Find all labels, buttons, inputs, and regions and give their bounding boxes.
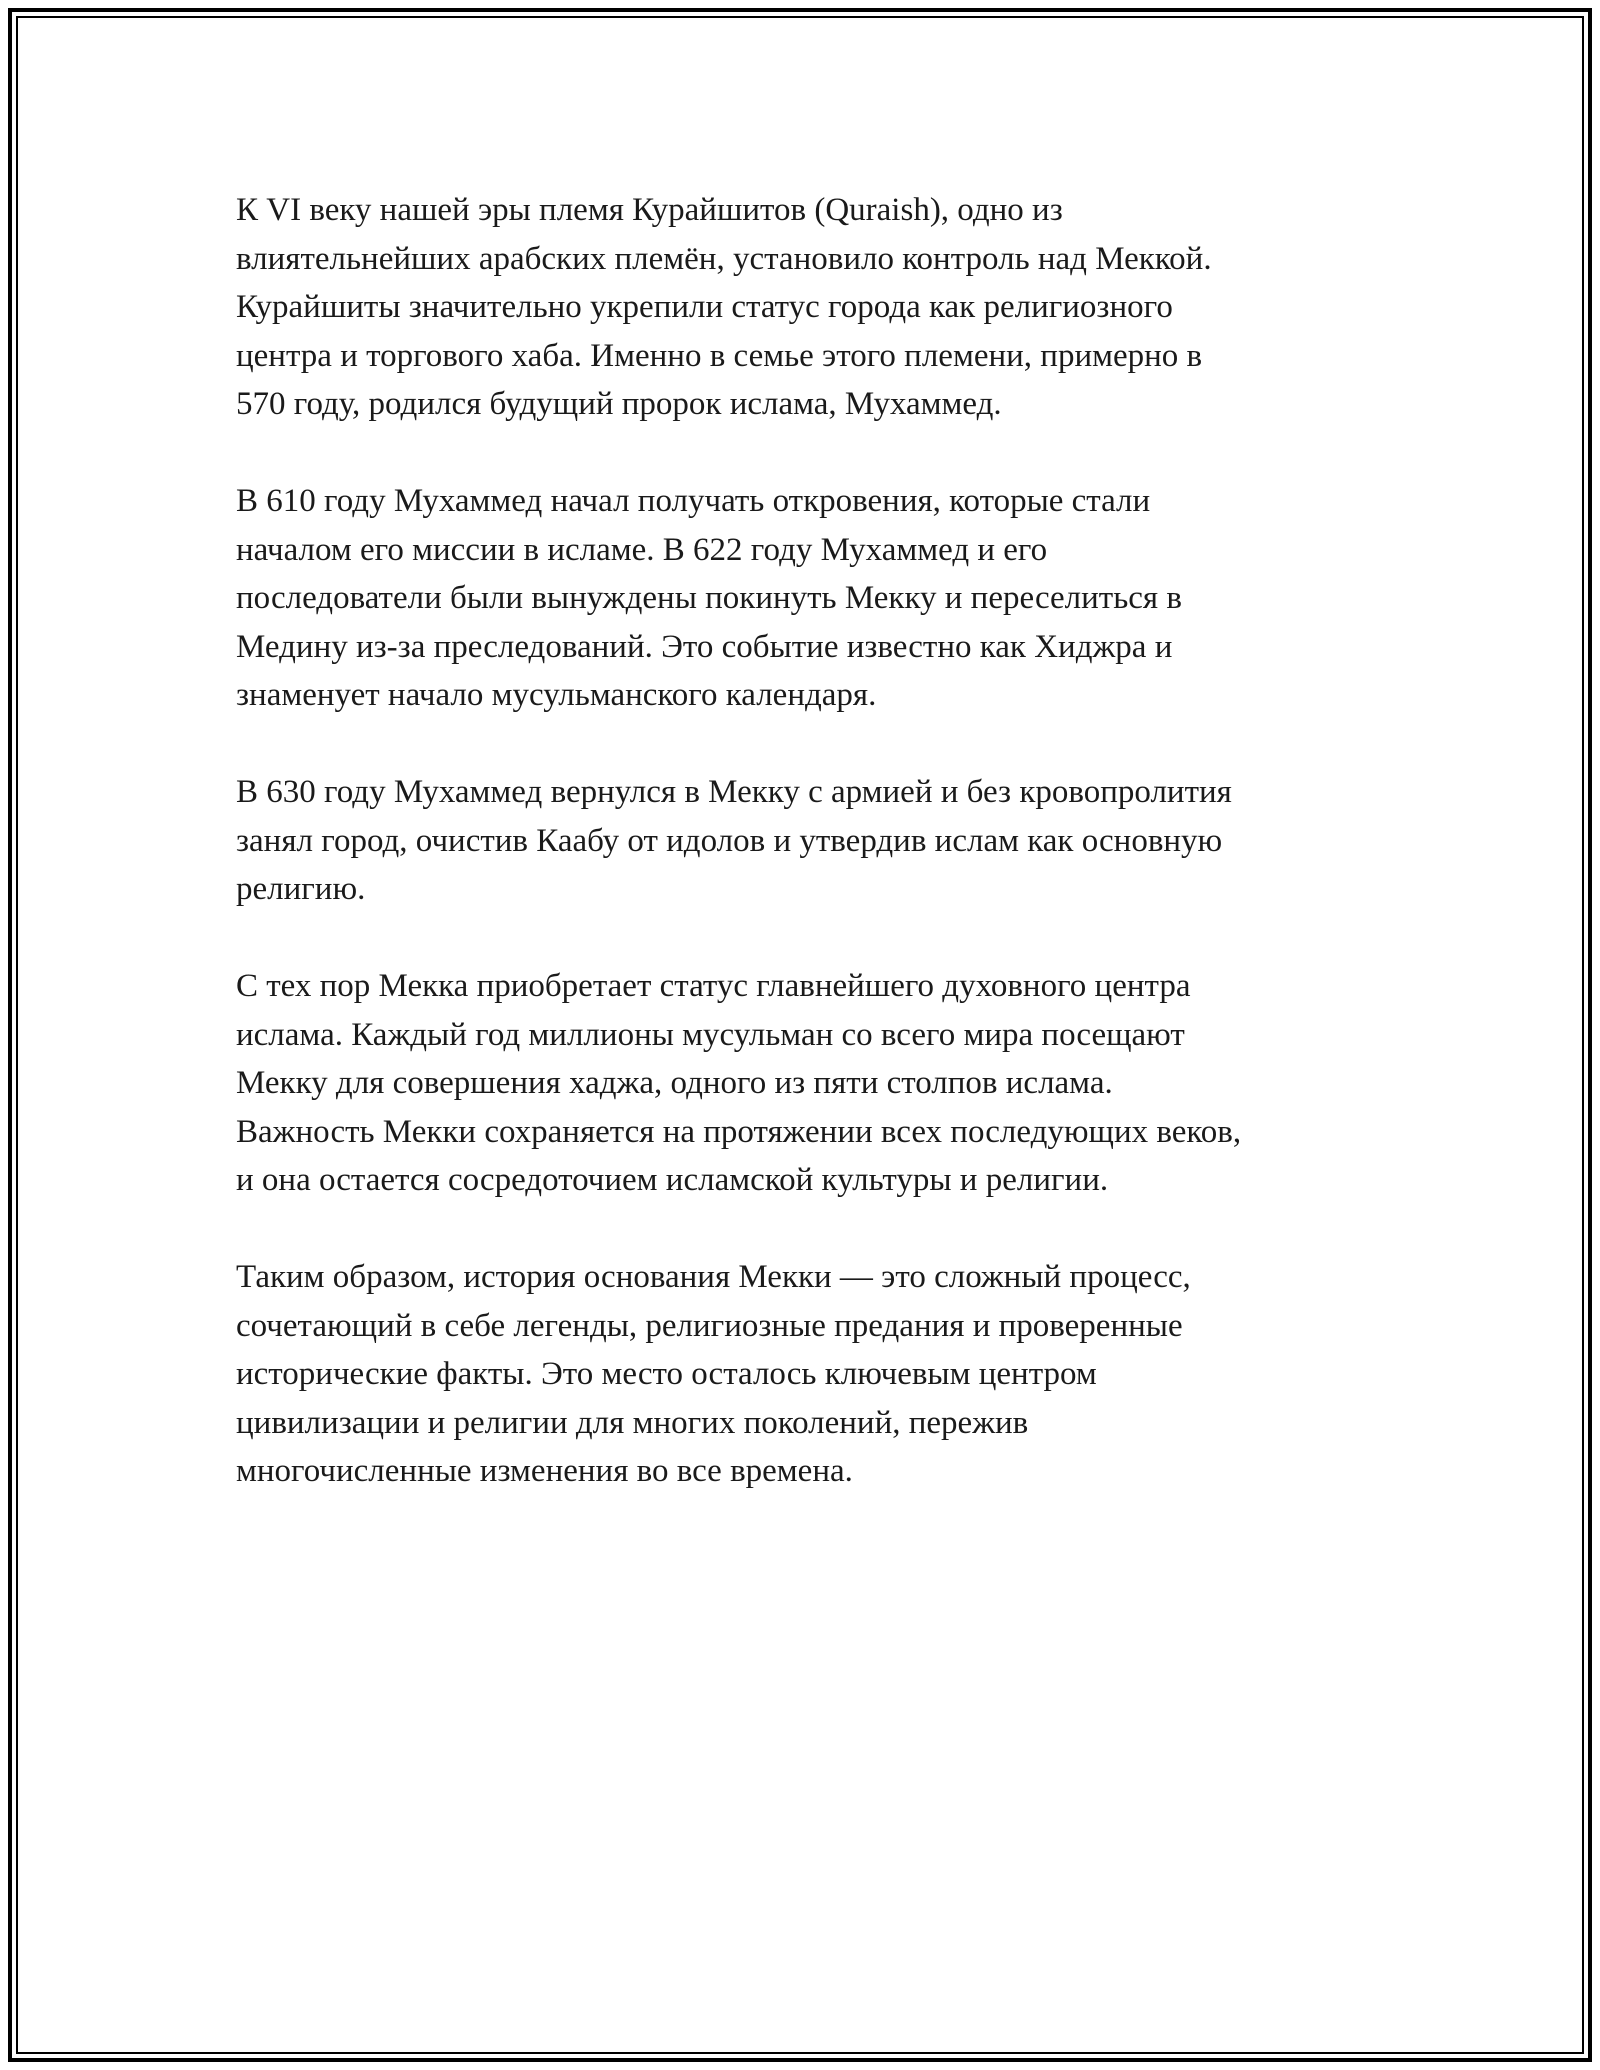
paragraph-conquest: В 630 году Мухаммед вернулся в Мекку с армией и без кровопролития занял город, очистив Каабу от идолов и утвердив ислам как основную религию. [236, 774, 1232, 907]
paragraph-hijra: В 610 году Мухаммед начал получать откровения, которые стали началом его миссии в исламе. В 622 году Мухаммед и его последователи были вынуждены покинуть Мекку и переселиться в Медину из-за преследований. Это событие известно как Хиджра и знаменует начало мусульманского календаря. [236, 483, 1182, 713]
paragraph-quraish: К VI веку нашей эры племя Курайшитов (Quraish), одно из влиятельнейших арабских племён, установило контроль над Меккой. Курайшиты значительно укрепили статус города как религиозного центра и торгового хаба. Именно в семье этого племени, примерно в 570 году, родился будущий пророк ислама, Мухаммед. [236, 192, 1212, 422]
paragraph-conclusion: Таким образом, история основания Мекки — это сложный процесс, сочетающий в себе легенды, религиозные предания и проверенные исторические факты. Это место осталось ключевым центром цивилизации и религии для многих поколений, пережив многочисленные изменения во все времена. [236, 1259, 1191, 1489]
paragraph-spiritual-center: С тех пор Мекка приобретает статус главнейшего духовного центра ислама. Каждый год миллионы мусульман со всего мира посещают Мекку для совершения хаджа, одного из пяти столпов ислама. Важность Мекки сохраняется на протяжении всех последующих веков, и она остается сосредоточием исламской культуры и религии. [236, 968, 1242, 1198]
document-body [236, 186, 1386, 1544]
